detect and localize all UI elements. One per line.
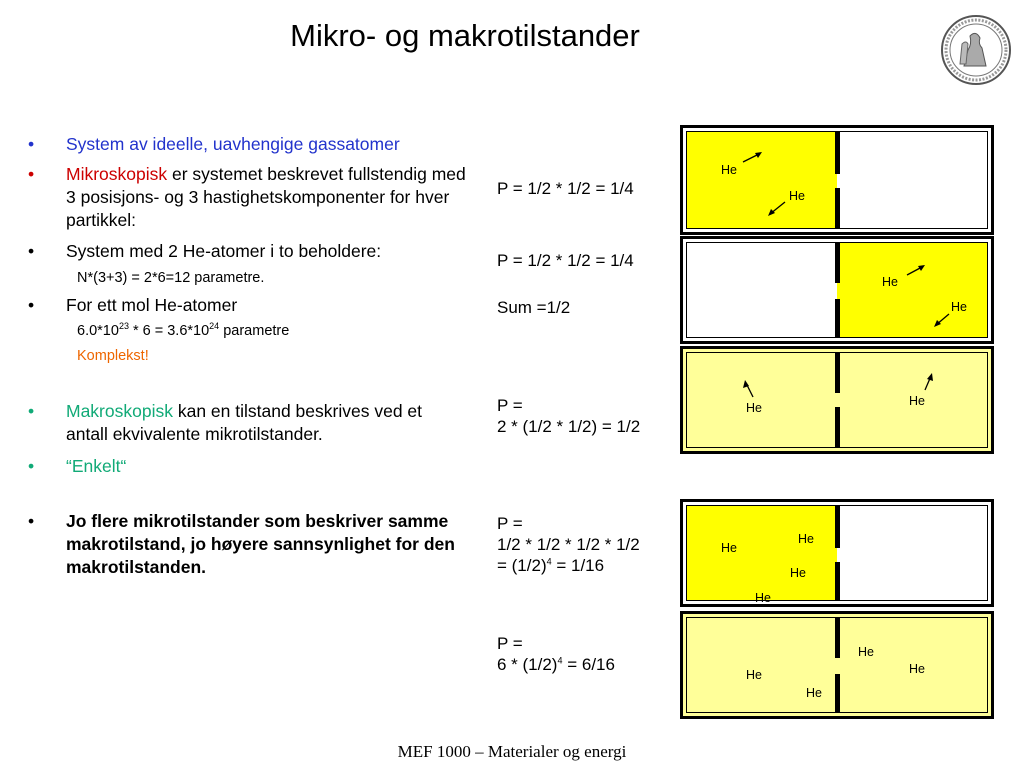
probability-sum: Sum =1/2: [497, 298, 571, 317]
bullet-marker: •: [28, 241, 35, 261]
bullet-4-sub2: Komplekst!: [77, 348, 149, 364]
probability-3: P = 2 * (1/2 * 1/2) = 1/2: [497, 396, 641, 436]
probability-5: P = $6 * (1/2)^4 = 6/16$: [497, 634, 615, 674]
container-diagram-5: [680, 611, 994, 719]
left-chamber: [687, 506, 837, 600]
bullet-marker: •: [28, 164, 35, 184]
probability-1: P = 1/2 * 1/2 = 1/4: [497, 179, 634, 198]
bullet-1: • System av ideelle, uavhengige gassatomer: [28, 134, 400, 154]
he-atom-label: He: [909, 662, 925, 676]
he-atom-label: He: [746, 668, 762, 682]
velocity-arrow-icon: [687, 132, 987, 232]
bullet-marker: •: [28, 295, 35, 315]
container-diagram-2: [680, 236, 994, 344]
divider-wall: [835, 618, 840, 658]
bullet-2: • Mikroskopisk er systemet beskrevet fullstendig med 3 posisjons- og 3 hastighetskomponenter for hver partikkel:: [28, 164, 466, 230]
bullet-3: • System med 2 He-atomer i to beholdere:: [28, 241, 382, 261]
bullet-marker: •: [28, 456, 35, 476]
he-atom-label: He: [789, 189, 805, 203]
container-diagram-1: [680, 125, 994, 235]
divider-wall: [835, 562, 840, 600]
bullet-7: • Jo flere mikrotilstander som beskriver samme makrotilstand, jo høyere sannsynlighet for den makrotilstanden.: [28, 511, 455, 577]
velocity-arrow-icon: [687, 353, 987, 453]
right-chamber: [837, 506, 987, 600]
container-diagram-4: [680, 499, 994, 607]
probability-4: P = 1/2 * 1/2 * 1/2 * 1/2 = $(1/2)^4 = 1/16$: [497, 514, 640, 575]
he-atom-label: He: [721, 541, 737, 555]
he-atom-label: He: [806, 686, 822, 700]
probability-2: P = 1/2 * 1/2 = 1/4: [497, 251, 634, 270]
he-atom-label: He: [790, 566, 806, 580]
he-atom-label: He: [882, 275, 898, 289]
divider-wall: [835, 674, 840, 712]
bullet-5: • Makroskopisk kan en tilstand beskrives ved et antall ekvivalente mikrotilstander.: [28, 401, 423, 444]
he-atom-label: He: [798, 532, 814, 546]
he-atom-label: He: [951, 300, 967, 314]
university-seal-logo: [940, 14, 1012, 86]
he-atom-label: He: [721, 163, 737, 177]
slide-footer: MEF 1000 – Materialer og energi: [397, 742, 627, 761]
bullet-3-sub: N*(3+3) = 2*6=12 parametre.: [77, 270, 265, 286]
bullet-4: • For ett mol He-atomer: [28, 295, 238, 315]
he-atom-label: He: [755, 591, 771, 605]
he-atom-label: He: [858, 645, 874, 659]
divider-wall: [835, 506, 840, 548]
bullet-4-sub: $6.0*10^{23} * 6 = 3.6*10^{24}$ parametre: [77, 321, 290, 339]
slide-title: Mikro- og makrotilstander: [290, 18, 640, 53]
bullet-marker: •: [28, 134, 35, 154]
bullet-marker: •: [28, 401, 35, 421]
bullet-6: • “Enkelt“: [28, 456, 127, 476]
he-atom-label: He: [909, 394, 925, 408]
velocity-arrow-icon: [687, 243, 987, 343]
bullet-marker: •: [28, 511, 35, 531]
he-atom-label: He: [746, 401, 762, 415]
container-diagram-3: [680, 346, 994, 454]
